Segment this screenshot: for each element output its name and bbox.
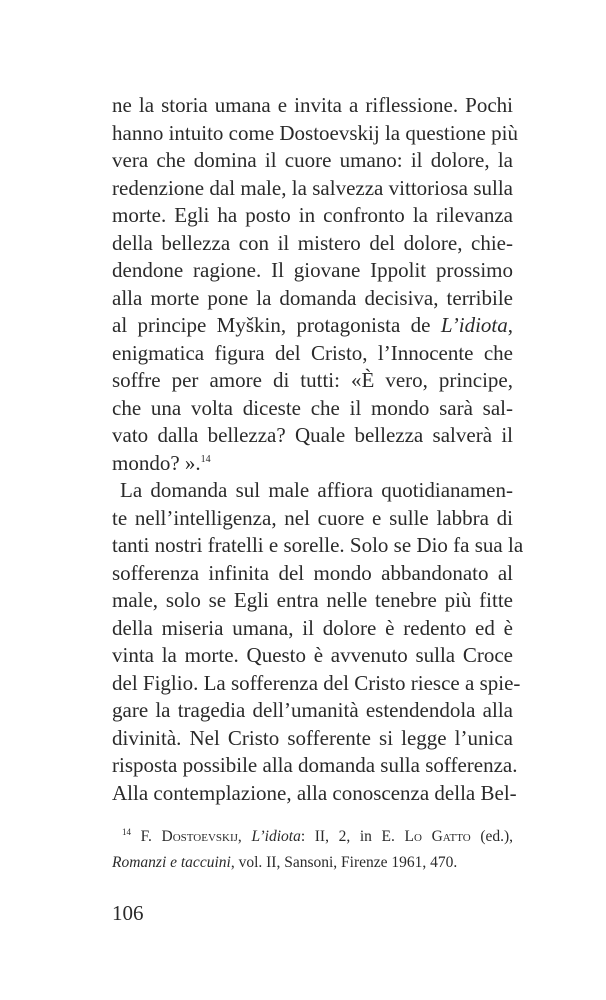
text-line xyxy=(112,312,513,340)
text-line: alla morte pone la domanda decisiva, terribile xyxy=(112,285,513,310)
text-line: tanti nostri fratelli e sorelle. Solo se Dio fa sua la xyxy=(112,533,524,557)
body-text xyxy=(112,92,524,807)
text-segment: , xyxy=(507,313,513,337)
text-line: te nell’intelligenza, nel cuore e sulle labbra di xyxy=(112,505,513,530)
text-line: gare la tragedia dell’umanità estendendola alla xyxy=(112,698,513,722)
book-title: L’idiota xyxy=(440,313,508,337)
text-line: della bellezza con il mistero del dolore, chie- xyxy=(112,230,513,255)
page-number: 106 xyxy=(112,901,144,925)
footnote-line: $^{14}$ F. Dostoevskij, L’idiota: II, 2, in E. Lo Gatto (ed.), xyxy=(122,827,514,845)
text-line: soffre per amore di tutti: «È vero, principe, xyxy=(112,368,513,392)
text-line: risposta possibile alla domanda sulla sofferenza. xyxy=(112,753,518,777)
footnote xyxy=(112,824,513,876)
footnote-ref: : II, 2, in E. xyxy=(300,828,405,845)
text-line: ne la storia umana e invita a riflessione. Pochi xyxy=(112,93,513,117)
text-line: Alla contemplazione, alla conoscenza della Bel- xyxy=(112,780,517,805)
footnote-ed: (ed.), xyxy=(470,828,514,845)
footnote-author: F. Dostoevskij xyxy=(140,828,238,845)
text-line: dendone ragione. Il giovane Ippolit prossimo xyxy=(112,258,513,282)
text-line xyxy=(112,450,513,478)
text-line: enigmatica figura del Cristo, l’Innocente che xyxy=(112,340,513,365)
text-segment: mondo? ». xyxy=(112,450,201,475)
text-line: vera che domina il cuore umano: il dolore, la xyxy=(112,148,513,172)
text-line: vinta la morte. Questo è avvenuto sulla Croce xyxy=(112,643,513,667)
text-line: che una volta diceste che il mondo sarà sal- xyxy=(112,395,513,420)
footnote-title: L’idiota xyxy=(251,828,301,845)
text-line: sofferenza infinita del mondo abbandonato al xyxy=(112,560,513,585)
text-line: morte. Egli ha posto in confronto la rilevanza xyxy=(112,203,513,227)
text-line: vato dalla bellezza? Quale bellezza salverà il xyxy=(112,423,513,447)
footnote-ref[interactable]: 14 xyxy=(200,453,211,465)
text-segment: al principe Myškin, protagonista de xyxy=(112,313,441,337)
footnote-book: Romanzi e taccuini xyxy=(112,854,231,871)
text-line: La domanda sul male affiora quotidianamen- xyxy=(120,478,513,502)
text-line: della miseria umana, il dolore è redento ed è xyxy=(112,615,513,640)
text-line: del Figlio. La sofferenza del Cristo riesce a spie- xyxy=(112,670,521,695)
footnote-number: 14 xyxy=(122,827,131,837)
text-line: male, solo se Egli entra nelle tenebre più fitte xyxy=(112,588,513,612)
footnote-rest: , vol. II, Sansoni, Firenze 1961, 470. xyxy=(230,854,458,871)
footnote-editor: Lo Gatto xyxy=(404,828,471,845)
text-line: hanno intuito come Dostoevskij la questione più xyxy=(112,120,518,145)
text-line: redenzione dal male, la salvezza vittoriosa sulla xyxy=(112,175,513,200)
text-line: divinità. Nel Cristo sofferente si legge l’unica xyxy=(112,725,513,750)
footnote-line xyxy=(112,850,513,876)
